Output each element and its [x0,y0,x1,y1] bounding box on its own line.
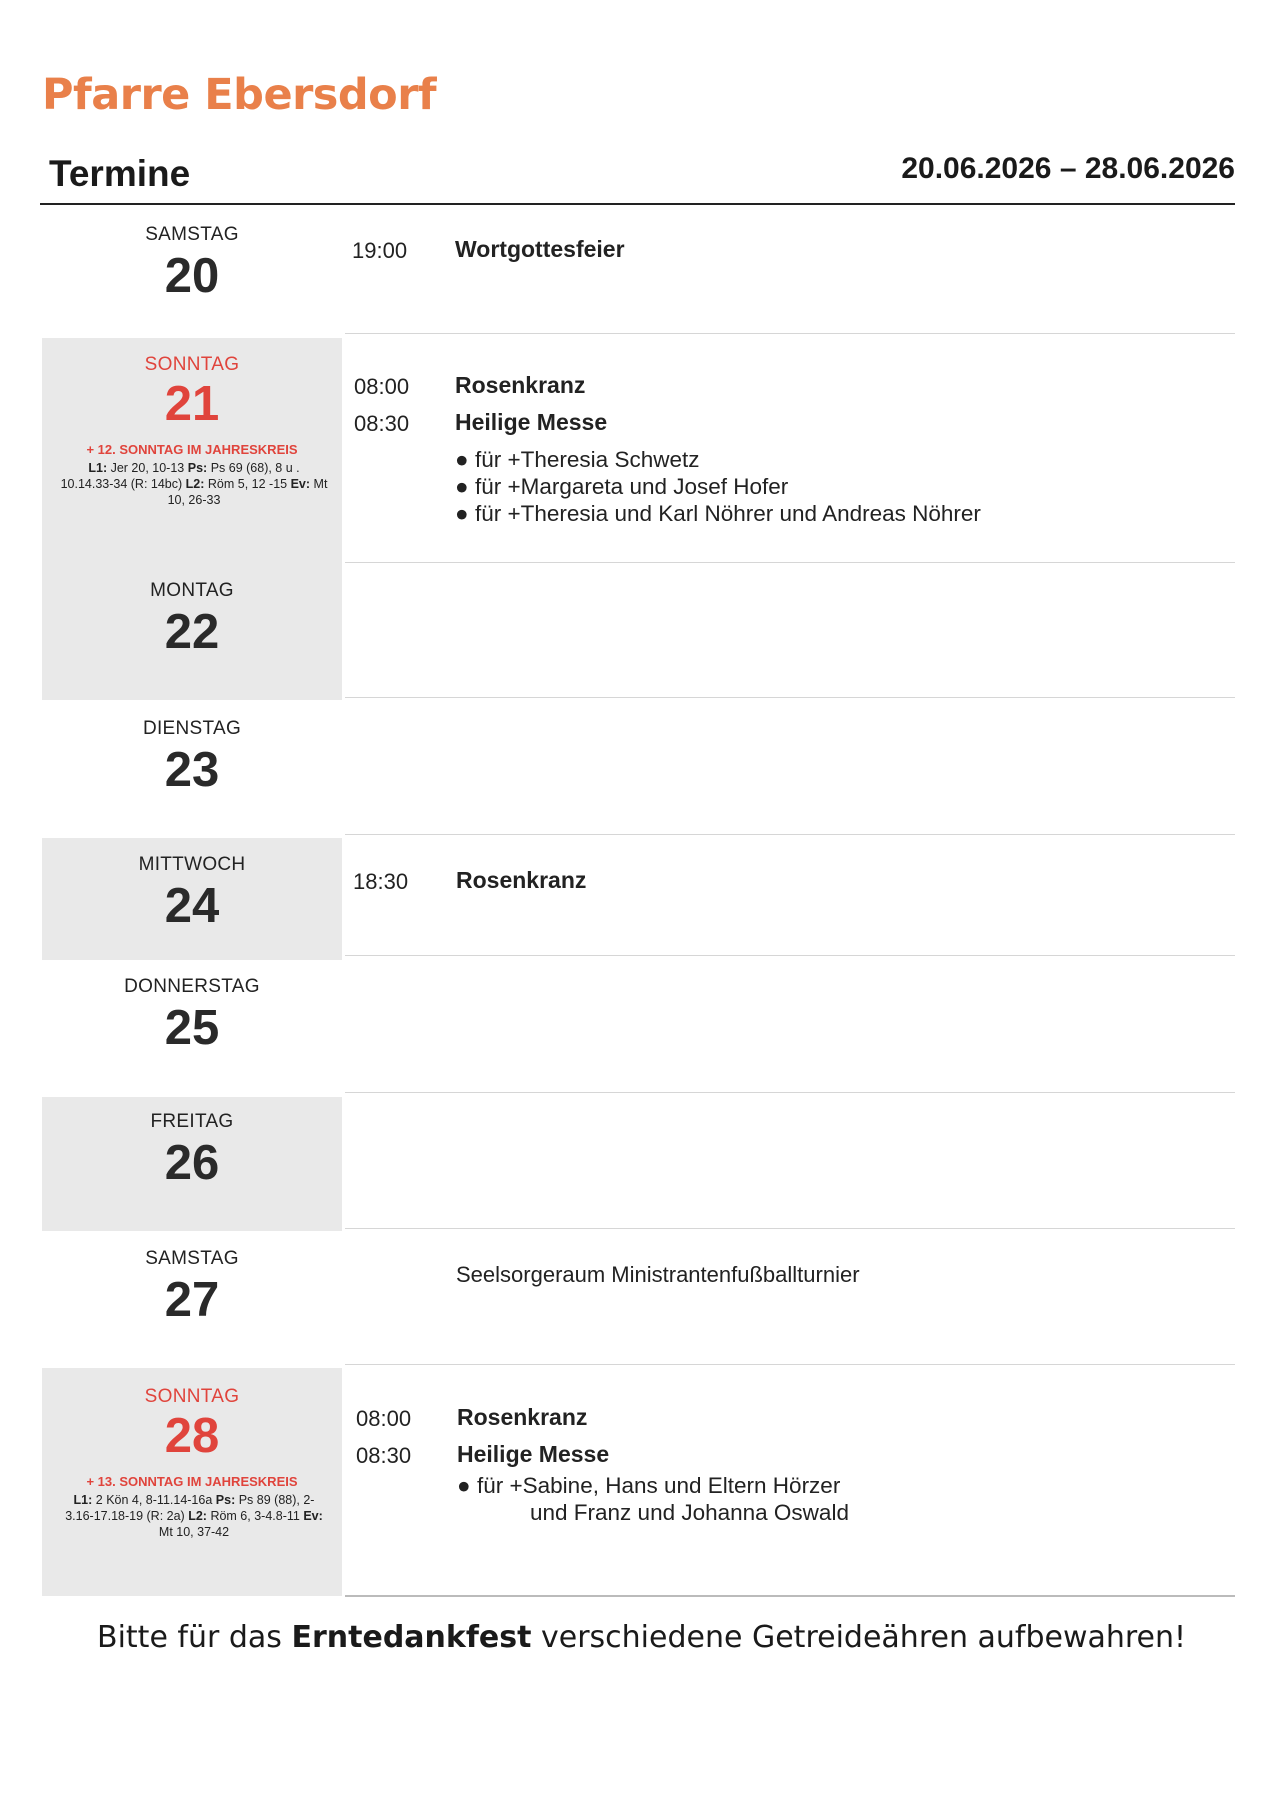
row-divider [345,333,1235,334]
intention-item: ● für +Margareta und Josef Hofer [455,474,789,499]
feast-label: + 13. SONNTAG IM JAHRESKREIS [86,1474,298,1489]
intention-item: ● für +Theresia Schwetz [455,447,700,472]
event-title: Heilige Messe [455,409,608,435]
time-label: 19:00 [352,238,408,263]
day-block-22 [42,564,342,700]
row-divider [345,697,1235,698]
day-block-25 [42,960,342,1096]
weekday-label: SAMSTAG [145,224,239,245]
footer-note: Bitte für das Erntedankfest verschiedene Getreideähren aufbewahren! [97,1620,1187,1655]
event-title: Rosenkranz [456,867,587,893]
day-block-27 [42,1232,342,1366]
feast-label: + 12. SONNTAG IM JAHRESKREIS [86,442,298,457]
day-block-23 [42,700,342,836]
event-title: Wortgottesfeier [455,236,625,262]
event-title: Rosenkranz [457,1404,588,1430]
weekday-label: SONNTAG [144,1386,240,1407]
weekday-label: FREITAG [150,1111,234,1132]
intention-item: ● für +Theresia und Karl Nöhrer und Andreas Nöhrer [455,501,981,526]
day-block-28 [42,1368,342,1596]
time-label: 18:30 [353,869,409,894]
day-number: 27 [164,1273,220,1327]
readings: L1: 2 Kön 4, 8-11.14-16a Ps: Ps 89 (88), 2- 3.16-17.18-19 (R: 2a) L2: Röm 6, 3-4.8-11 Ev: Mt 10, 37-42 [65,1493,323,1539]
day-number: 23 [164,743,220,797]
time-label: 08:00 [356,1406,412,1431]
event-title: Rosenkranz [455,372,586,398]
day-number: 22 [164,605,220,659]
time-label: 08:30 [354,411,410,436]
row-divider [345,1092,1235,1093]
weekday-label: SAMSTAG [145,1248,239,1269]
readings: L1: Jer 20, 10-13 Ps: Ps 69 (68), 8 u . 10.14.33-34 (R: 14bc) L2: Röm 5, 12 -15 Ev: Mt 10, 26-33 [60,461,328,507]
row-divider [345,1364,1235,1365]
weekday-label: DIENSTAG [142,718,242,739]
weekday-label: DONNERSTAG [124,976,260,997]
day-number: 20 [164,249,220,303]
header-divider [40,203,1235,205]
row-divider [345,562,1235,563]
day-number: 25 [164,1001,220,1055]
day-block-26 [42,1097,342,1231]
parish-name: Pfarre Ebersdorf [42,70,437,120]
date-range: 20.06.2026 – 28.06.2026 [901,152,1235,185]
row-divider [345,955,1235,956]
day-number: 28 [164,1409,220,1463]
event-note: Seelsorgeraum Ministrantenfußballturnier [456,1262,860,1287]
day-number: 26 [164,1136,220,1190]
day-block-24 [42,838,342,960]
day-number: 21 [164,377,220,431]
intention-continuation: und Franz und Johanna Oswald [530,1500,849,1525]
day-number: 24 [164,879,220,933]
bottom-divider [345,1595,1235,1597]
weekday-label: SONNTAG [144,354,240,375]
row-divider [345,1228,1235,1229]
day-block-21 [42,338,342,564]
event-title: Heilige Messe [457,1441,610,1467]
weekday-label: MITTWOCH [138,854,246,875]
time-label: 08:00 [354,374,410,399]
intention-item: ● für +Sabine, Hans und Eltern Hörzer [457,1473,841,1498]
page-title: Termine [49,153,191,194]
day-block-20 [42,210,342,338]
time-label: 08:30 [356,1443,412,1468]
row-divider [345,834,1235,835]
weekday-label: MONTAG [150,580,234,601]
